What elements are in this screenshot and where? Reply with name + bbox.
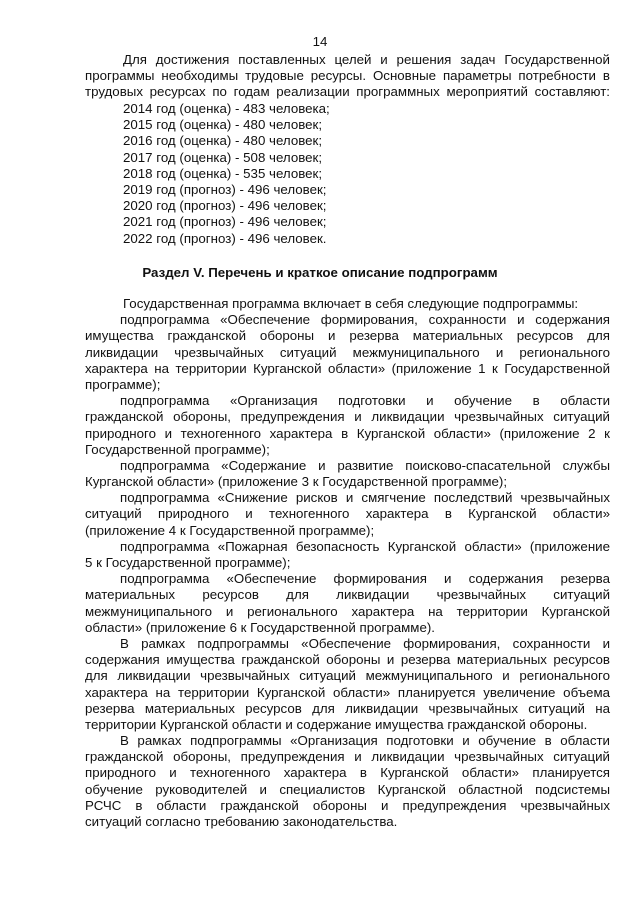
text-line: подпрограмма «Пожарная безопасность Курганской области» (приложение xyxy=(120,538,610,554)
text-line: подпрограмма «Обеспечение формирования, сохранности и содержания xyxy=(120,312,610,328)
page-number: 14 xyxy=(312,34,328,49)
year-item: 2018 год (оценка) - 535 человек; xyxy=(123,165,323,181)
year-item: 2022 год (прогноз) - 496 человек. xyxy=(123,230,327,246)
body-text xyxy=(85,296,610,830)
year-item: 2015 год (оценка) - 480 человек; xyxy=(123,117,323,133)
text-line: природного и техногенного характера в Курганской области» планируется xyxy=(85,765,610,781)
year-item: 2017 год (оценка) - 508 человек; xyxy=(123,149,323,165)
text-line: материальных ресурсов для ликвидации чрезвычайных ситуаций xyxy=(85,587,610,603)
text-line: ликвидации чрезвычайных ситуаций межмуниципального и регионального xyxy=(85,344,610,360)
text-line: ситуаций согласно требованию законодательства. xyxy=(85,814,398,829)
text-line: для ликвидации чрезвычайных ситуаций межмуниципального и регионального xyxy=(85,668,610,684)
text-line: ситуаций природного и техногенного характера в Курганской области» xyxy=(85,506,610,522)
text-line: Государственной программе); xyxy=(85,441,270,457)
year-list xyxy=(85,101,610,247)
text-line: 5 к Государственной программе); xyxy=(85,555,291,570)
text-line: содержания имущества гражданской обороны и резерва материальных ресурсов xyxy=(85,652,610,668)
text-line: программы необходимы трудовые ресурсы. Основные параметры потребности в xyxy=(85,68,610,84)
text-line: резерва материальных ресурсов для ликвидации чрезвычайных ситуаций на xyxy=(85,700,610,716)
text-line: подпрограмма «Содержание и развитие поисково-спасательной службы xyxy=(120,457,610,473)
text-line: (приложение 4 к Государственной программе); xyxy=(85,522,375,538)
intro-paragraph xyxy=(85,52,610,101)
text-line: подпрограмма «Организация подготовки и обучение в области xyxy=(120,393,610,409)
text-line: межмуниципального и регионального характера на территории Курганской xyxy=(85,603,610,619)
text-line: области» (приложение 6 к Государственной программе). xyxy=(85,619,435,635)
year-item: 2016 год (оценка) - 480 человек; xyxy=(123,133,323,149)
text-line: В рамках подпрограммы «Обеспечение формирования, сохранности и xyxy=(120,635,610,651)
text-line: территории Курганской области и содержание имущества гражданской обороны. xyxy=(85,716,588,732)
year-item: 2019 год (прогноз) - 496 человек; xyxy=(123,181,327,197)
text-line: В рамках подпрограммы «Организация подготовки и обучение в области xyxy=(120,733,610,749)
text-line: Для достижения поставленных целей и решения задач Государственной xyxy=(123,52,610,67)
year-item: 2014 год (оценка) - 483 человека; xyxy=(123,101,330,116)
section-heading: Раздел V. Перечень и краткое описание подпрограмм xyxy=(142,265,498,280)
year-item: 2021 год (прогноз) - 496 человек; xyxy=(123,214,327,230)
text-line: трудовых ресурсах по годам реализации программных мероприятий составляют: xyxy=(85,84,610,100)
text-line: подпрограмма «Снижение рисков и смягчение последствий чрезвычайных xyxy=(120,490,610,506)
text-line: гражданской обороны, предупреждения и ликвидации чрезвычайных ситуаций xyxy=(85,749,610,765)
text-line: характера на территории Курганской области» планируется увеличение объема xyxy=(85,684,610,700)
text-line: природного и техногенного характера в Курганской области» (приложение 2 к xyxy=(85,425,610,441)
text-line: характера на территории Курганской области» (приложение 1 к Государственной xyxy=(85,360,610,376)
text-line: имущества гражданской обороны и резерва материальных ресурсов для xyxy=(85,328,610,344)
text-line: Курганской области» (приложение 3 к Государственной программе); xyxy=(85,474,508,490)
text-line: обучение руководителей и специалистов Курганской областной подсистемы xyxy=(85,781,610,797)
text-line: программе); xyxy=(85,376,161,392)
text-line: подпрограмма «Обеспечение формирования и содержания резерва xyxy=(120,571,610,587)
text-line: РСЧС в области гражданской обороны и предупреждения чрезвычайных xyxy=(85,797,610,813)
year-item: 2020 год (прогноз) - 496 человек; xyxy=(123,198,327,214)
text-line: гражданской обороны, предупреждения и ликвидации чрезвычайных ситуаций xyxy=(85,409,610,425)
text-line: Государственная программа включает в себя следующие подпрограммы: xyxy=(123,296,579,311)
